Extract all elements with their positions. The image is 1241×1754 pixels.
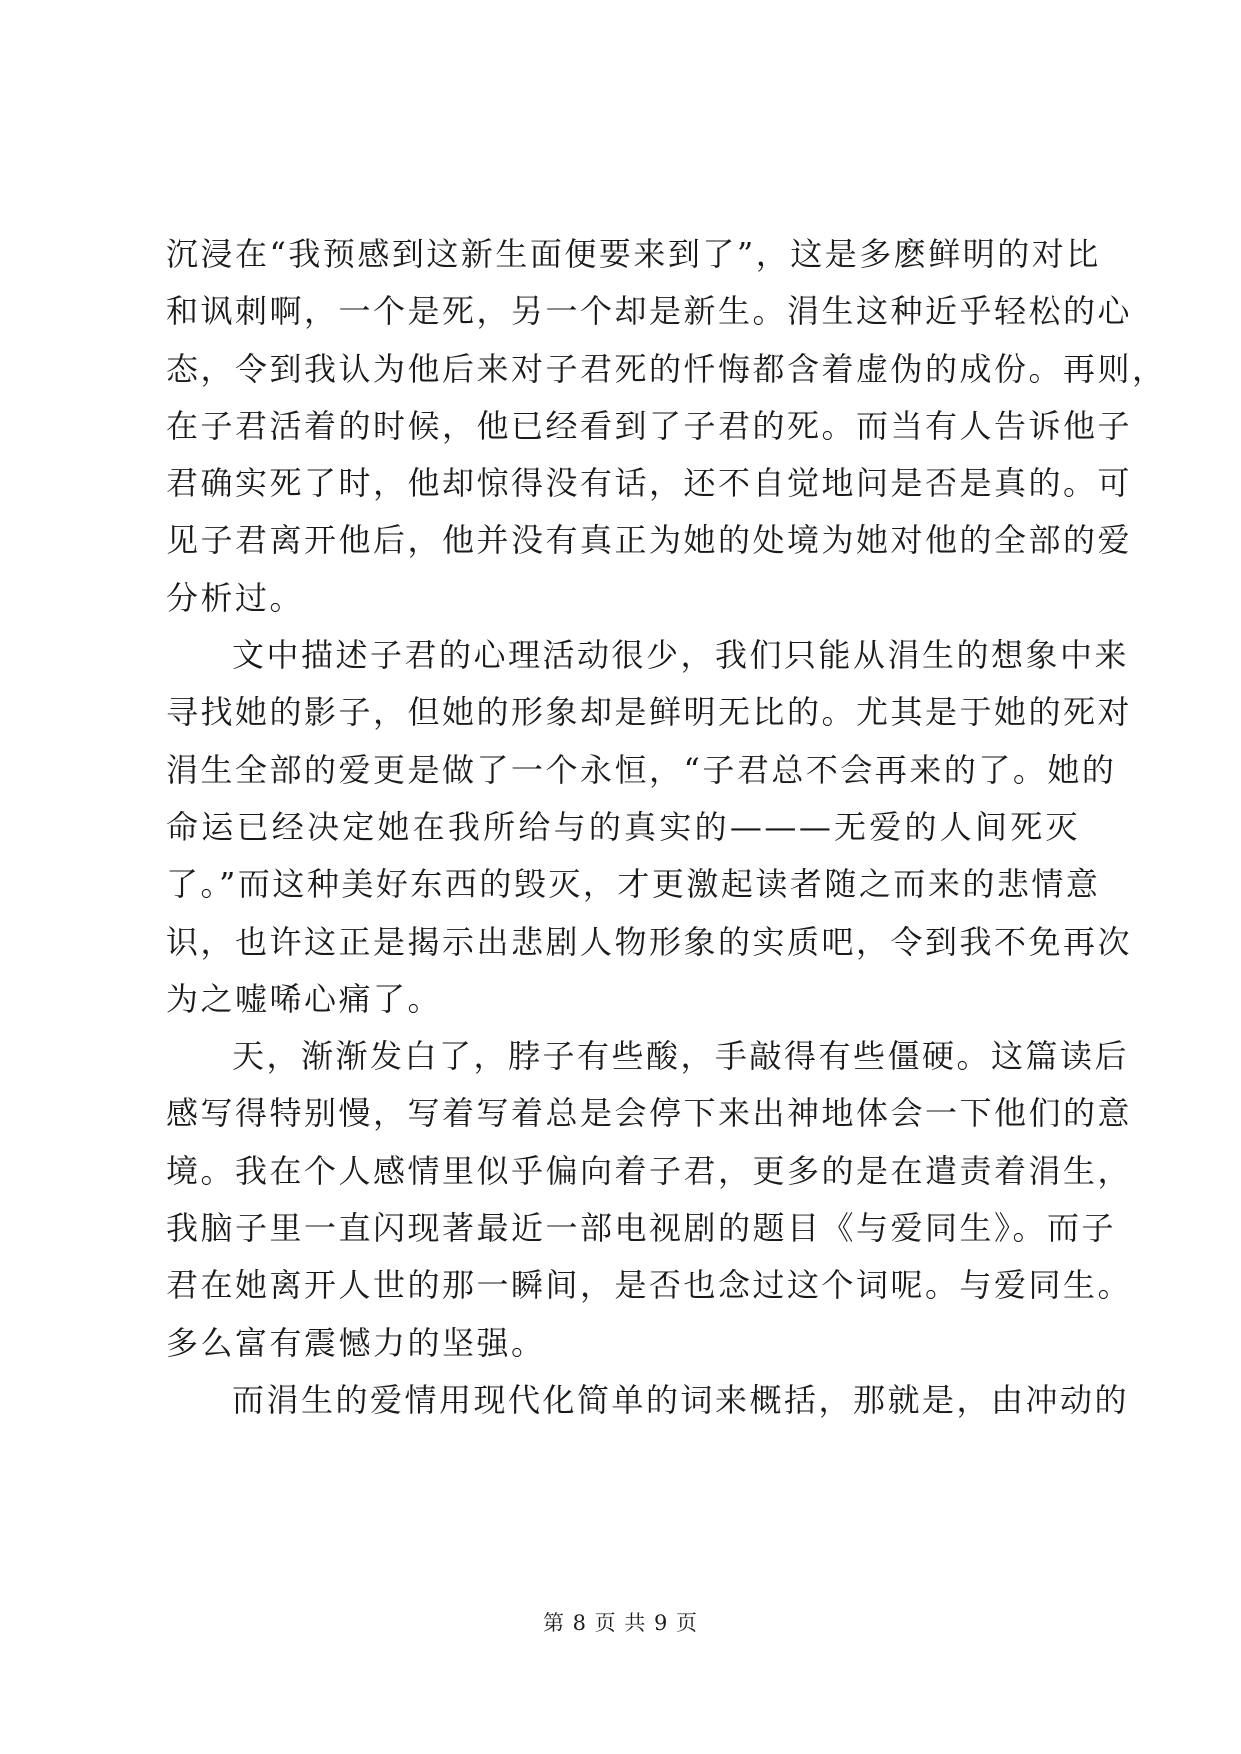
text-line: 沉浸在“我预感到这新生面便要来到了”，这是多麽鲜明的对比 bbox=[166, 235, 1101, 273]
text-line: 在子君活着的时候，他已经看到了子君的死。而当有人告诉他子 bbox=[166, 406, 1133, 445]
text-line: 君确实死了时，他却惊得没有话，还不自觉地问是否是真的。可 bbox=[166, 464, 1133, 503]
body-text bbox=[166, 226, 1167, 1429]
text-line: 多么富有震憾力的坚强。 bbox=[166, 1323, 546, 1362]
text-line: 感写得特别慢，写着写着总是会停下来出神地体会一下他们的意 bbox=[166, 1094, 1133, 1133]
text-line: 境。我在个人感情里似乎偏向着子君，更多的是在遣责着涓生， bbox=[166, 1151, 1133, 1190]
paragraph-first-line: 文中描述子君的心理活动很少，我们只能从涓生的想象中来 bbox=[232, 636, 1130, 675]
text-line: 涓生全部的爱更是做了一个永恒，“子君总不会再来的了。她的 bbox=[166, 750, 1117, 789]
text-line: 我脑子里一直闪现著最近一部电视剧的题目《与爱同生》。而子 bbox=[166, 1209, 1117, 1248]
text-line: 和讽刺啊，一个是死，另一个却是新生。涓生这种近乎轻松的心 bbox=[166, 292, 1133, 331]
text-line: 态，令到我认为他后来对子君死的忏悔都含着虚伪的成份。再则， bbox=[166, 349, 1167, 388]
text-line: 寻找她的影子，但她的形象却是鲜明无比的。尤其是于她的死对 bbox=[166, 693, 1133, 732]
paragraph-first-line: 天，渐渐发白了，脖子有些酸，手敲得有些僵硬。这篇读后 bbox=[232, 1037, 1130, 1076]
paragraph-first-line: 而涓生的爱情用现代化简单的词来概括，那就是，由冲动的 bbox=[232, 1380, 1130, 1419]
text-line: 了。”而这种美好东西的毁灭，才更激起读者随之而来的悲情意 bbox=[166, 865, 1101, 904]
text-line: 君在她离开人世的那一瞬间，是否也念过这个词呢。与爱同生。 bbox=[166, 1266, 1133, 1305]
text-line: 识，也许这正是揭示出悲剧人物形象的实质吧，令到我不免再次 bbox=[166, 922, 1133, 961]
text-line: 命运已经决定她在我所给与的真实的———无爱的人间死灭 bbox=[166, 807, 1080, 846]
text-line: 分析过。 bbox=[166, 578, 305, 617]
text-line: 见子君离开他后，他并没有真正为她的处境为她对他的全部的爱 bbox=[166, 521, 1133, 560]
page-number-footer: 第 8 页 共 9 页 bbox=[542, 1611, 699, 1635]
text-line: 为之嘘唏心痛了。 bbox=[166, 979, 443, 1018]
